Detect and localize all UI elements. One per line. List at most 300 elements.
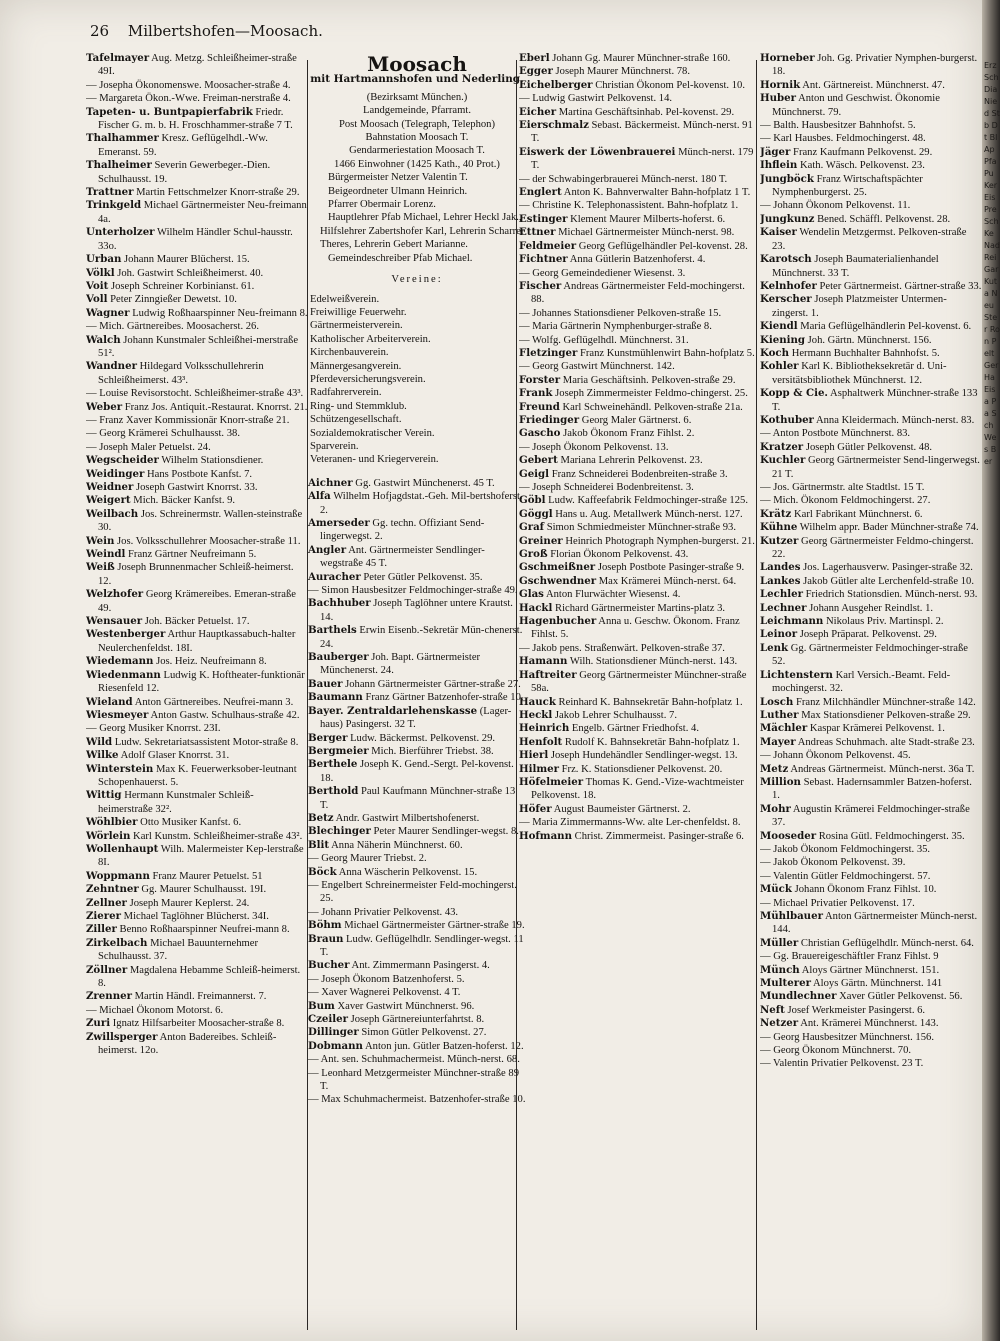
entry-name: Egger [519, 65, 553, 78]
entry-details: Simon Gütler Pelkovenst. 27. [358, 1027, 487, 1039]
entry-details: — Ludwig Gastwirt Pelkovenst. 14. [519, 93, 673, 105]
entry-details: — Max Schuhmachermeist. Batzenhofer-straße 10. [308, 1094, 526, 1106]
directory-entry [308, 571, 526, 584]
directory-entry [760, 173, 982, 200]
entry-details: Ant. Gärtnereist. Münchnerst. 47. [800, 79, 945, 91]
entry-details: Anna Gütlerin Batzenhoferst. 4. [567, 254, 706, 266]
entry-name: Ettner [519, 226, 556, 239]
entry-details: (Lager-haus) Pasingerst. 32 T. [320, 705, 512, 731]
directory-entry [519, 803, 755, 816]
directory-entry [760, 52, 982, 79]
entry-name: Bayer. Zentraldarlehenskasse [308, 704, 478, 717]
directory-entry [86, 763, 308, 790]
directory-entry [760, 1057, 982, 1070]
directory-entry [760, 293, 982, 320]
entry-name: Kelnhofer [760, 279, 817, 292]
directory-entry [308, 1093, 526, 1106]
directory-entry [760, 521, 982, 534]
directory-entry [308, 852, 526, 865]
entry-details: Franz Maurer Petuelst. 51 [149, 870, 263, 882]
entry-details: Simon Schmiedmeister Münchner-straße 93. [544, 522, 736, 534]
directory-entry [86, 588, 308, 615]
text-line: Hauptlehrer Pfab Michael, Lehrer Heckl Jak., Hilfslehrer Zabertshofer Karl, Lehrerin Scharrer Theres, Lehrerin Gebert Marianne. [320, 212, 525, 251]
entry-details: Joh. Bäcker Petuelst. 17. [142, 616, 250, 628]
entry-name: Betz [308, 811, 334, 824]
entry-name: Wegscheider [86, 454, 159, 467]
entry-name: Wiedemann [86, 655, 154, 668]
entry-details: Sebast. Bäckermeist. Münch-nerst. 91 T. [531, 120, 753, 145]
entry-details: Johann Maurer Blücherst. 15. [121, 254, 250, 266]
directory-entry [760, 722, 982, 735]
directory-entry [86, 401, 308, 414]
directory-entry [760, 199, 982, 212]
entry-name: Graf [519, 521, 545, 534]
entry-name: Kerscher [760, 293, 812, 306]
entry-name: Hauck [519, 695, 556, 708]
column-3 [519, 52, 755, 1332]
entry-details: — Joseph Schneiderei Bodenbreitenst. 3. [519, 482, 694, 493]
entry-details: Kath. Wäsch. Pelkovenst. 23. [797, 160, 925, 172]
entry-details: Friedr. Fischer G. m. b. H. Froschhammer-straße 7 T. [98, 106, 293, 132]
entry-details: Joseph Postbote Pasinger-straße 9. [595, 562, 745, 574]
directory-entry [519, 401, 755, 414]
directory-entry [86, 293, 308, 306]
directory-entry [519, 360, 755, 373]
entry-name: Winterstein [86, 762, 154, 775]
entry-name: Leichmann [760, 615, 824, 628]
directory-entry [519, 92, 755, 105]
directory-entry [86, 937, 308, 964]
entry-name: Wiedenmann [86, 668, 161, 681]
entry-details: Franz Wirtschaftspächter Nymphenburgerst. 25. [772, 173, 923, 199]
entry-name: Multerer [760, 977, 811, 990]
entry-name: Kopp & Cie. [760, 387, 828, 400]
directory-entry [86, 722, 308, 735]
directory-entry [519, 52, 755, 65]
entry-details: — der Schwabingerbrauerei Münch-nerst. 180 T. [519, 173, 728, 185]
directory-entry [86, 843, 308, 870]
entry-name: Landes [760, 561, 801, 574]
entry-details: Anna u. Geschw. Ökonom. Franz Fihlst. 5. [531, 616, 740, 641]
entry-name: Leinor [760, 628, 798, 641]
directory-entry [760, 494, 982, 507]
text-line: Freiwillige Feuerwehr. [310, 306, 407, 318]
directory-entry [519, 374, 755, 387]
directory-entry [760, 763, 982, 776]
entry-details: — Georg Ökonom Münchnerst. 70. [760, 1045, 912, 1057]
entry-details: — Georg Gemeindediener Wiesenst. 3. [519, 267, 686, 279]
entry-details: Richard Gärtnermeister Martins-platz 3. [552, 602, 726, 614]
directory-entry [86, 360, 308, 387]
entry-name: Hilmer [519, 762, 559, 775]
entry-name: Zöllner [86, 963, 128, 976]
directory-entry [519, 65, 755, 78]
entry-details: — Mich. Gärtnereibes. Moosacherst. 26. [86, 321, 259, 333]
directory-entry [308, 986, 526, 999]
entry-details: Johann Ökonom Franz Fihlst. 10. [791, 884, 937, 896]
entry-details: Mariana Lehrerin Pelkovenst. 23. [557, 455, 703, 467]
directory-entry [760, 830, 982, 843]
entry-name: Amerseder [308, 517, 370, 529]
entry-details: Adolf Glaser Knorrst. 31. [118, 750, 230, 762]
directory-entry [86, 910, 308, 923]
entry-details: Joseph K. Gend.-Sergt. Pel-kovenst. 18. [320, 759, 514, 784]
directory-entry [308, 879, 526, 906]
directory-entry [86, 414, 308, 427]
section-officials [308, 171, 526, 265]
directory-entry [519, 441, 755, 454]
column-1 [86, 52, 308, 1332]
directory-entry [760, 334, 982, 347]
directory-entry [760, 414, 982, 427]
text-line: 1466 Einwohner (1425 Kath., 40 Prot.) [334, 158, 500, 170]
entry-details: Ant. Krämerei Münchnerst. 143. [798, 1018, 939, 1030]
entry-details: Joseph Brunnenmacher Schleiß-heimerst. 12. [98, 562, 294, 587]
entry-details: Kaspar Krämerei Pelkovenst. 1. [807, 723, 945, 735]
directory-entry [760, 588, 982, 601]
entry-details: Wilhelm Händler Schul-hausstr. 33o. [98, 227, 293, 252]
entry-details: Xaver Gütler Pelkovenst. 56. [836, 991, 963, 1003]
text-line: Gendarmeriestation Moosach T. [349, 145, 485, 157]
entry-name: Weber [86, 400, 123, 413]
directory-entry [760, 1031, 982, 1044]
entry-name: Voll [86, 293, 108, 306]
entry-details: Hans u. Aug. Metallwerk Münch-nerst. 127. [552, 508, 743, 520]
entry-name: Neft [760, 1003, 785, 1016]
entry-name: Hamann [519, 655, 568, 668]
directory-entry [519, 307, 755, 320]
entry-details: Michael Bauunternehmer Schulhausst. 37. [98, 937, 259, 963]
entry-details: — Xaver Wagnerei Pelkovenst. 4 T. [308, 987, 461, 999]
entry-details: Klement Maurer Milberts-hoferst. 6. [567, 213, 726, 225]
directory-entry [519, 106, 755, 119]
directory-entry [308, 959, 526, 972]
entry-name: Voit [86, 279, 109, 292]
entry-name: Thalheimer [86, 159, 152, 172]
entry-details: — Anton Postbote Münchnerst. 83. [760, 428, 911, 440]
entry-name: Wagner [86, 306, 130, 319]
directory-entry [519, 427, 755, 440]
entry-name: Weigert [86, 494, 131, 507]
entry-details: Karl Versich.-Beamt. Feld-mochingerst. 32. [772, 669, 951, 695]
entry-details: Severin Gewerbeger.-Dien. Schulhausst. 19. [98, 160, 271, 185]
directory-entry [760, 226, 982, 253]
directory-entry [760, 602, 982, 615]
entries-list [308, 477, 526, 1107]
entry-name: Westenberger [86, 628, 166, 641]
section-title: Moosach [367, 52, 467, 76]
directory-entry [760, 776, 982, 803]
entry-name: Frank [519, 387, 553, 400]
entry-details: — Ant. sen. Schuhmachermeist. Münch-nerst. 68. [308, 1054, 520, 1066]
text-line: Post Moosach (Telegraph, Telephon) [338, 118, 495, 130]
entry-details: — Christine K. Telephonassistent. Bahn-hofplatz 1. [519, 200, 739, 212]
entry-details: Ignatz Hilfsarbeiter Moosacher-straße 8. [110, 1018, 285, 1030]
directory-entry [519, 669, 755, 696]
entry-name: Mooseder [760, 829, 817, 842]
directory-entry [760, 427, 982, 440]
entry-name: Lenk [760, 641, 789, 654]
entry-name: Hofmann [519, 829, 572, 842]
entry-details: — Jakob Ökonom Feldmochingerst. 35. [760, 843, 931, 855]
text-line: Sozialdemokratischer Verein. [310, 427, 435, 439]
entry-name: Welzhofer [86, 588, 144, 601]
entry-details: Franz Schneiderei Bodenbreiten-straße 3. [549, 468, 728, 480]
entry-name: Heinrich [519, 722, 570, 735]
entry-name: Krätz [760, 507, 792, 520]
directory-entry [519, 588, 755, 601]
entry-name: Berthold [308, 785, 359, 798]
entry-details: — Franz Xaver Kommissionär Knorr-straße 21. [86, 414, 290, 426]
entry-details: Anna Kleidermach. Münch-nerst. 83. [813, 414, 975, 426]
directory-entry [760, 696, 982, 709]
entry-name: Wensauer [86, 615, 143, 628]
entry-details: — Leonhard Metzgermeister Münchner-straße 89 T. [308, 1067, 519, 1093]
entry-details: Ludw. Bäckermst. Pelkovenst. 29. [347, 732, 496, 744]
entry-details: Aloys Gärtn. Münchnerst. 141 [810, 978, 943, 990]
entry-details: Anton Gastw. Schulhaus-straße 42. [148, 709, 300, 721]
entry-name: Zrenner [86, 990, 132, 1003]
entry-details: Heinrich Photograph Nymphen-burgerst. 21. [562, 535, 755, 547]
entry-details: Joseph Schreiner Korbinianst. 61. [108, 280, 255, 292]
entry-name: Hagenbucher [519, 615, 597, 628]
entry-details: Georg Geflügelhändler Pel-kovenst. 28. [576, 240, 748, 252]
entry-details: Georg Gärtnermeister Münchner-straße 58a. [531, 669, 747, 695]
directory-entry [519, 642, 755, 655]
directory-entry [760, 749, 982, 762]
text-line: Pferdeversicherungsverein. [310, 373, 426, 385]
entry-details: — Valentin Gütler Feldmochingerst. 57. [760, 870, 931, 882]
entry-name: Zwillsperger [86, 1030, 158, 1043]
directory-entry [760, 213, 982, 226]
directory-entry [86, 883, 308, 896]
directory-entry [519, 468, 755, 481]
entry-name: Alfa [308, 490, 331, 503]
entry-details: Gg. Gastwirt Münchenerst. 45 T. [352, 477, 495, 489]
entry-name: Mühlbauer [760, 910, 823, 922]
entry-details: — Johann Ökonom Pelkovenst. 11. [760, 200, 911, 212]
directory-entry [519, 347, 755, 360]
directory-entry [519, 776, 755, 803]
directory-entry [760, 1044, 982, 1057]
directory-entry [308, 490, 526, 517]
entry-details: Jos. Lagerhausverw. Pasinger-straße 32. [800, 562, 973, 574]
entry-name: Weindl [86, 548, 126, 561]
directory-entry [760, 628, 982, 641]
entry-name: Losch [760, 695, 794, 708]
entry-details: — Margareta Ökon.-Wwe. Freiman-nerstraße 4. [86, 93, 291, 105]
directory-entry [519, 267, 755, 280]
entry-details: Jakob Ökonom Franz Fihlst. 2. [560, 428, 695, 440]
entry-name: Bauer [308, 677, 343, 690]
directory-entry [86, 320, 308, 333]
entry-name: Aichner [308, 476, 353, 489]
entry-details: Georg Gärtnermeister Send-lingerwegst. 21 T. [772, 455, 980, 480]
entry-details: Ludw. Kaffeefabrik Feldmochinger-straße 125. [545, 495, 748, 507]
entry-details: Max Stationsdiener Pelkoven-straße 29. [798, 709, 971, 721]
directory-entry [86, 468, 308, 481]
directory-entry [308, 705, 526, 732]
entry-details: Joseph Hundehändler Sendlinger-wegst. 13. [548, 750, 738, 762]
entry-name: Wittig [86, 789, 122, 802]
entry-name: Zirkelbach [86, 936, 148, 949]
entry-name: Kutzer [760, 534, 799, 547]
text-line: Katholischer Arbeiterverein. [310, 333, 431, 345]
directory-entry [760, 803, 982, 830]
entry-details: Ant. Gärtnermeister Sendlinger-wegstraße 45 T. [320, 544, 485, 570]
directory-entry [308, 678, 526, 691]
directory-entry [760, 950, 982, 963]
district-note: (Bezirksamt München.) [366, 91, 468, 103]
directory-entry [760, 320, 982, 333]
directory-entry [86, 655, 308, 668]
entry-details: Franz Kunstmühlenwirt Bahn-hofplatz 5. [577, 347, 755, 359]
directory-entry [308, 517, 526, 544]
directory-entry [86, 990, 308, 1003]
entry-name: Luther [760, 708, 799, 721]
directory-entry [86, 481, 308, 494]
entry-name: Trinkgeld [86, 199, 142, 212]
directory-entry [86, 454, 308, 467]
entry-name: Czeiler [308, 1013, 348, 1026]
directory-entry [760, 92, 982, 119]
column-rule [756, 60, 757, 1330]
entry-details: Karl Fabrikant Münchnerst. 6. [791, 508, 923, 520]
entry-name: Netzer [760, 1017, 799, 1030]
directory-entry [86, 669, 308, 696]
entry-details: — Johann Ökonom Pelkovenst. 45. [760, 750, 911, 762]
entry-details: Franz Jos. Antiquit.-Restaurat. Knorrst. 21. [122, 401, 308, 413]
entry-details: Wilhelm appr. Bader Münchner-straße 74. [797, 522, 979, 534]
entry-details: Anton Gärtnermeister Münch-nerst. 144. [772, 911, 978, 936]
directory-entry [760, 843, 982, 856]
directory-entry [519, 722, 755, 735]
directory-entry [519, 320, 755, 333]
directory-entry [86, 387, 308, 400]
entry-details: Erwin Eisenb.-Sekretär Mün-chenerst. 24. [320, 625, 523, 650]
entry-name: Bachhuber [308, 597, 371, 610]
entry-details: — Valentin Privatier Pelkovenst. 23 T. [760, 1058, 924, 1070]
entry-details: Münch-nerst. 179 T. [531, 146, 754, 172]
entry-details: Thomas K. Gend.-Vize-wachtmeister Pelkovenst. 18. [531, 776, 744, 802]
directory-entry [760, 964, 982, 977]
entry-name: Hierl [519, 749, 549, 762]
entry-details: Ludw. Sekretariatsassistent Motor-straße 8. [112, 736, 299, 748]
directory-entry [760, 1017, 982, 1030]
entry-details: Max K. Feuerwerksober-leutnant Schopenhauerst. 5. [98, 763, 297, 788]
entry-details: Wilh. Stationsdiener Münch-nerst. 143. [567, 656, 738, 668]
entry-name: Kratzer [760, 440, 804, 453]
entry-details: Gg. Gärtnermeister Feldmochinger-straße 52. [772, 642, 968, 668]
entry-name: Zuri [86, 1017, 111, 1030]
entry-name: Estinger [519, 212, 568, 225]
entry-details: Ludw. Geflügelhdlr. Sendlinger-wegst. 11 T. [320, 933, 524, 958]
entry-details: Anton Gärtnereibes. Neufrei-mann 3. [132, 696, 294, 708]
directory-entry [308, 758, 526, 785]
entry-details: Peter Gärtnermeist. Gärtner-straße 33. [816, 280, 982, 292]
vereine-list [308, 293, 526, 467]
entry-details: Augustin Krämerei Feldmochinger-straße 37. [772, 803, 970, 829]
entry-name: Kaiser [760, 226, 797, 239]
entry-details: Anton und Geschwist. Ökonomie Münchnerst. 79. [772, 93, 940, 118]
directory-entry [308, 906, 526, 919]
page-number: 26 [90, 22, 110, 40]
entry-name: Heckl [519, 708, 553, 721]
directory-entry [86, 508, 308, 535]
directory-entry [760, 508, 982, 521]
directory-entry [308, 919, 526, 932]
entry-details: Michael Gärtnermeister Münch-nerst. 98. [555, 227, 735, 239]
entry-details: — Jakob pens. Straßenwärt. Pelkoven-straße 37. [519, 642, 725, 654]
entry-details: — Karl Hausbes. Feldmochingerst. 48. [760, 133, 926, 145]
entry-name: Bucher [308, 959, 350, 972]
directory-entry [86, 830, 308, 843]
directory-entry [519, 561, 755, 574]
entry-name: Unterholzer [86, 226, 155, 239]
entry-name: Fichtner [519, 253, 568, 266]
directory-entry [519, 696, 755, 709]
entry-name: Haftreiter [519, 668, 577, 681]
directory-entry [760, 360, 982, 387]
entry-details: Joh. Bapt. Gärtnermeister Münchenerst. 24. [320, 652, 481, 677]
entry-name: Berger [308, 731, 348, 744]
directory-entry [760, 1004, 982, 1017]
entry-name: Lechler [760, 588, 803, 601]
text-line: Veteranen- und Kriegerverein. [310, 454, 439, 466]
entry-name: Höfer [519, 802, 552, 815]
directory-entry [760, 615, 982, 628]
entry-details: Maria Geflügelhändlerin Pel-kovenst. 6. [797, 321, 972, 333]
entry-details: Franz Kaufmann Pelkovenst. 29. [790, 146, 933, 158]
text-line: Ring- und Stemmklub. [310, 400, 407, 412]
directory-entry [519, 655, 755, 668]
entry-name: Münch [760, 963, 800, 976]
text-line: Edelweißverein. [310, 293, 380, 305]
entry-details: Ludwig Roßhaarspinner Neu-freimann 8. [129, 307, 308, 319]
directory-entry [519, 414, 755, 427]
running-title: Milbertshofen—Moosach. [127, 22, 323, 40]
directory-entry [308, 732, 526, 745]
entry-name: Englert [519, 186, 562, 199]
directory-entry [308, 597, 526, 624]
entry-name: Eberl [519, 52, 550, 64]
directory-entry [519, 816, 755, 829]
entry-name: Wandner [86, 360, 137, 373]
entry-details: Reinhard K. Bahnsekretär Bahn-hofplatz 1. [555, 696, 743, 708]
entry-name: Walch [86, 333, 121, 346]
entry-name: Höfelmeier [519, 775, 584, 788]
directory-entry [519, 481, 755, 494]
entry-details: Asphaltwerk Münchner-straße 133 T. [772, 388, 978, 413]
entry-details: — Georg Musiker Knorrst. 23I. [86, 723, 221, 735]
entry-name: Bauberger [308, 651, 369, 664]
directory-entry [519, 240, 755, 253]
text-line: Bürgermeister Netzer Valentin T. [328, 172, 468, 184]
entry-name: Böck [308, 865, 337, 878]
entry-details: Frz. K. Stationsdiener Pelkovenst. 20. [559, 763, 723, 775]
entry-details: Jos. Volksschullehrer Moosacher-straße 11. [114, 535, 301, 547]
directory-entry [519, 213, 755, 226]
directory-entry [308, 745, 526, 758]
entry-details: — Georg Krämerei Schulhausst. 38. [86, 428, 240, 440]
entry-details: Martina Geschäftsinhab. Pel-kovenst. 29. [556, 106, 735, 118]
entry-name: Weidner [86, 481, 134, 493]
directory-entry [86, 535, 308, 548]
entry-details: — Georg Maurer Triebst. 2. [308, 853, 427, 865]
entry-details: — Engelbert Schreinermeister Feld-mochingerst. 25. [308, 879, 517, 905]
entry-details: — Georg Gastwirt Münchnerst. 142. [519, 361, 675, 373]
entry-details: — Joseph Ökonom Pelkovenst. 13. [519, 441, 669, 453]
